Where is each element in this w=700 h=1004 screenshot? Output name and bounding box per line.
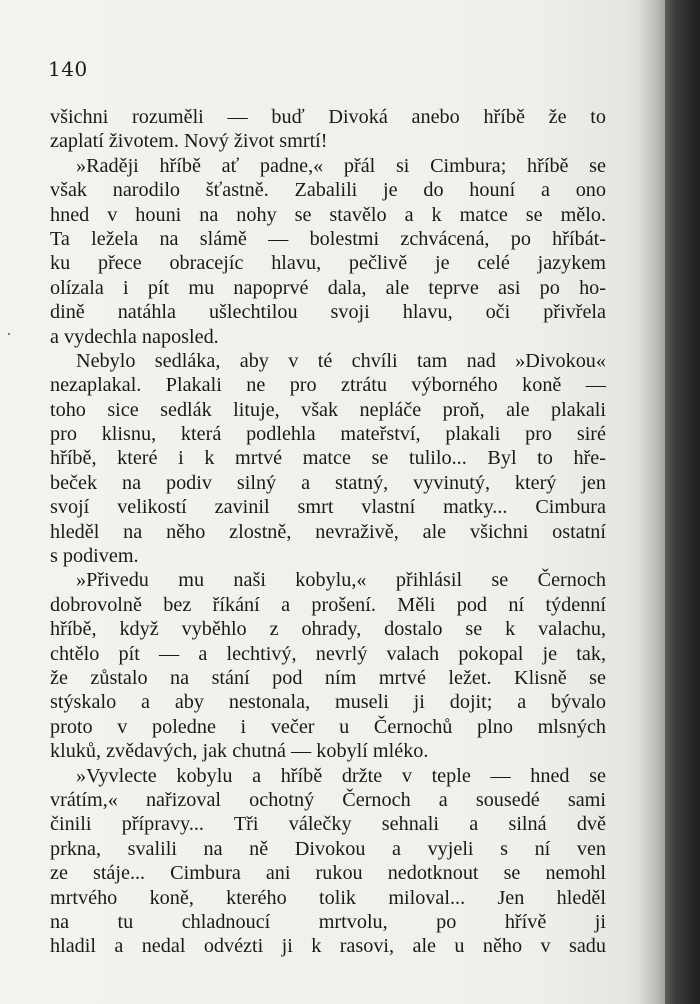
text-line: dobrovolně bez říkání a prošení. Měli pod ní týdenní — [50, 593, 606, 616]
text-line: na tu chladnoucí mrtvolu, po hřívě ji — [50, 910, 606, 933]
text-line: stýskalo a aby nestonala, museli ji dojit; a bývalo — [50, 691, 606, 714]
text-line: nezaplakal. Plakali ne pro ztrátu výborného koně — — [50, 374, 606, 397]
text-line: hladil a nedal odvézti ji k rasovi, ale u něho v sadu — [50, 935, 606, 958]
margin-speck — [8, 333, 10, 335]
text-line: olízala i pít mu napoprvé dala, ale teprve asi po ho- — [50, 276, 606, 299]
text-line: hříbě, které i k mrtvé matce se tulilo... Byl to hře- — [50, 447, 606, 470]
text-line: a vydechla naposled. — [50, 325, 219, 348]
text-line: kluků, zvědavých, jak chutná — kobylí mléko. — [50, 740, 429, 763]
text-line: dině natáhla ušlechtilou svoji hlavu, oči přivřela — [50, 301, 606, 324]
body-text — [50, 105, 606, 959]
text-line: hříbě, když vyběhlo z ohrady, dostalo se k valachu, — [50, 618, 606, 641]
text-line: že zůstalo na stání pod ním mrtvé ležet. Klisně se — [50, 666, 606, 689]
text-line: ku přece obracejíc hlavu, pečlivě je celé jazykem — [50, 252, 606, 275]
text-line: beček na podiv silný a statný, vyvinutý, který jen — [50, 471, 606, 494]
page-gutter-shadow — [638, 0, 665, 1004]
text-line: »Vyvlecte kobylu a hříbě držte v teple — hned se — [76, 764, 606, 787]
text-line: hned v houni na nohy se stavělo a k matce se mělo. — [50, 203, 606, 226]
text-line: »Přivedu mu naši kobylu,« přihlásil se Černoch — [76, 569, 606, 592]
text-line: »Raději hříbě ať padne,« přál si Cimbura; hříbě se — [76, 154, 606, 177]
text-line: zaplatí životem. Nový život smrtí! — [50, 130, 328, 153]
text-line: činili přípravy... Tři válečky sehnali a silná dvě — [50, 813, 606, 836]
text-line: toho sice sedlák lituje, však nepláče proň, ale plakali — [50, 398, 606, 421]
book-spine — [665, 0, 700, 1004]
text-line: pro klisnu, která podlehla mateřství, plakali pro siré — [50, 423, 606, 446]
text-line: všichni rozuměli — buď Divoká anebo hříbě že to — [50, 106, 606, 128]
text-line: svojí velikostí zavinil smrt vlastní matky... Cimbura — [50, 496, 606, 519]
text-line: chtělo pít — a lechtivý, nevrlý valach pokopal je tak, — [50, 642, 606, 665]
text-line: proto v poledne i večer u Černochů plno mlsných — [50, 715, 606, 738]
text-line: hleděl na něho zlostně, nevraživě, ale všichni ostatní — [50, 520, 606, 543]
text-line: Ta ležela na slámě — bolestmi zchvácená, po hříbát- — [50, 227, 606, 250]
text-line: však narodilo šťastně. Zabalili je do houní a ono — [50, 179, 606, 202]
text-line: mrtvého koně, kterého tolik miloval... Jen hleděl — [50, 886, 606, 909]
text-line: vrátím,« nařizoval ochotný Černoch a sousedé sami — [50, 788, 606, 811]
text-line: prkna, svalili na ně Divokou a vyjeli s ní ven — [50, 837, 606, 860]
page-number: 140 — [48, 57, 88, 81]
text-line: s podivem. — [50, 545, 139, 568]
text-line: ze stáje... Cimbura ani rukou nedotknout se nemohl — [50, 862, 606, 885]
text-line: Nebylo sedláka, aby v té chvíli tam nad »Divokou« — [76, 349, 606, 372]
